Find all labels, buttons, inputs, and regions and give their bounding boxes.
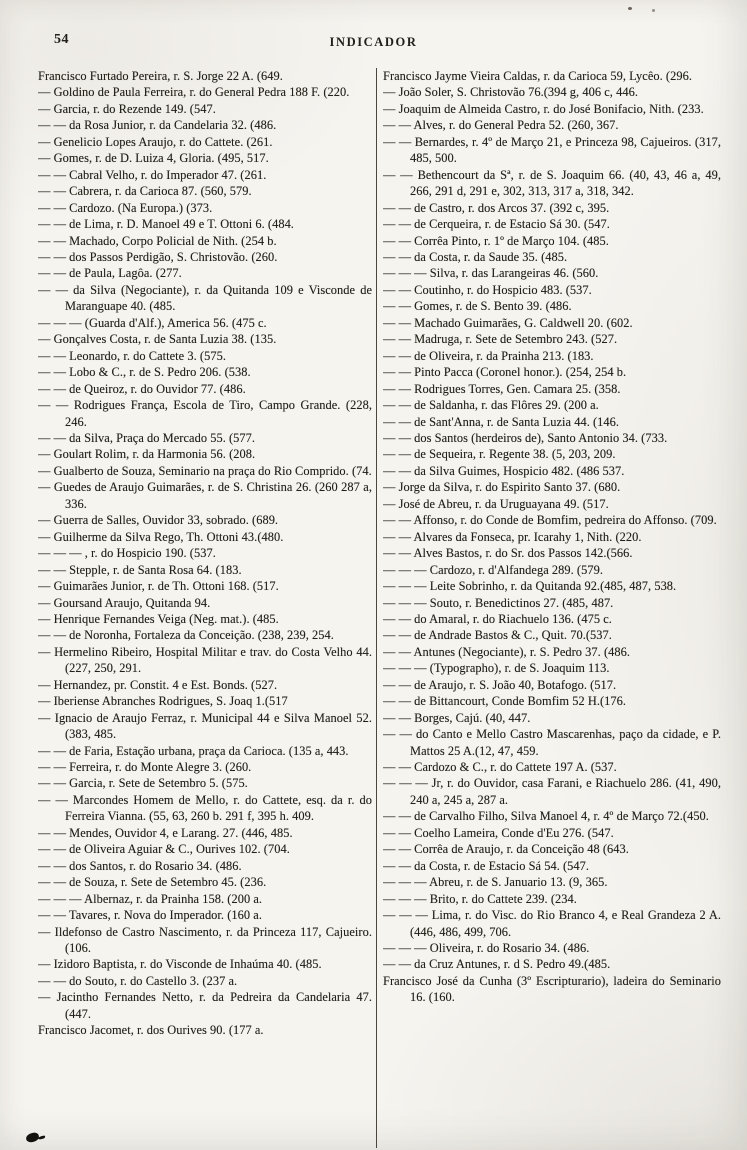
directory-entry: — Hernandez, pr. Constit. 4 e Est. Bonds. (527. (38, 677, 278, 692)
directory-entry: — — de Lima, r. D. Manoel 49 e T. Ottoni 6. (484. (38, 217, 294, 232)
directory-entry: — — do Souto, r. do Castello 3. (237 a. (38, 973, 238, 988)
directory-entry: — — Alves, r. do General Pedra 52. (260, 367. (383, 118, 619, 133)
directory-entry: — — — Cardozo, r. d'Alfandega 289. (579. (383, 562, 603, 577)
directory-entry: — — da Cruz Antunes, r. d S. Pedro 49.(485. (383, 957, 611, 972)
directory-entry: — — — Brito, r. do Cattete 239. (234. (383, 891, 577, 906)
directory-entry: — — de Saldanha, r. das Flôres 29. (200 a. (383, 398, 599, 413)
directory-entry: — — de Castro, r. dos Arcos 37. (392 c, 395. (383, 200, 610, 215)
directory-entry: — — dos Santos (herdeiros de), Santo Antonio 34. (733. (383, 430, 668, 445)
directory-entry: — — de Sequeira, r. Regente 38. (5, 203, 209. (383, 447, 616, 462)
directory-entry: — — de Noronha, Fortaleza da Conceição. (238, 239, 254. (38, 628, 334, 643)
directory-entry: — — Garcia, r. Sete de Setembro 5. (575. (38, 776, 248, 791)
directory-entry: — Jorge da Silva, r. do Espirito Santo 37. (680. (383, 480, 621, 495)
directory-entry: — — da Costa, r. de Estacio Sá 54. (547. (383, 858, 590, 873)
directory-entry: — — Coutinho, r. do Hospicio 483. (537. (383, 282, 592, 297)
column-divider-rule (376, 68, 377, 1148)
directory-entry: — — — , r. do Hospicio 190. (537. (38, 546, 216, 561)
directory-entry: — — Gomes, r. de S. Bento 39. (486. (383, 299, 572, 314)
directory-entry: — — de Oliveira Aguiar & C., Ourives 102. (704. (38, 842, 290, 857)
directory-entry: — — — Abreu, r. de S. Januario 13. (9, 365. (383, 875, 608, 890)
directory-entry: — — Mendes, Ouvidor 4, e Larang. 27. (446, 485. (38, 825, 293, 840)
directory-entry: — — Leonardo, r. do Cattete 3. (575. (38, 348, 226, 363)
directory-entry: — — — Silva, r. das Larangeiras 46. (560. (383, 266, 599, 281)
directory-entry: — — da Silva, Praça do Mercado 55. (577. (38, 430, 256, 445)
directory-entry: — — Alves Bastos, r. do Sr. dos Passos 142.(566. (383, 546, 633, 561)
directory-entry: — João Soler, S. Christovão 76.(394 g, 406 c, 446. (383, 85, 638, 100)
directory-entry: — Ignacio de Araujo Ferraz, r. Municipal 44 e Silva Manoel 52. (383, 485. (38, 710, 372, 742)
directory-entry: — — Ferreira, r. do Monte Alegre 3. (260. (38, 760, 252, 775)
directory-entry: — — da Silva Guimes, Hospicio 482. (486 537. (383, 463, 625, 478)
directory-entry: — — dos Passos Perdigão, S. Christovão. (260. (38, 249, 278, 264)
directory-entry: — — de Faria, Estação urbana, praça da Carioca. (135 a, 443. (38, 743, 349, 758)
directory-entry: — Gualberto de Souza, Seminario na praça do Rio Comprido. (74. (38, 463, 372, 478)
ink-speck (628, 7, 632, 10)
directory-entry: — — Stepple, r. de Santa Rosa 64. (183. (38, 562, 242, 577)
directory-entry: — Genelicio Lopes Araujo, r. do Cattete. (261. (38, 134, 273, 149)
directory-entry: — — Affonso, r. do Conde de Bomfim, pedreira do Affonso. (709. (383, 513, 717, 528)
directory-entry: — — de Souza, r. Sete de Setembro 45. (236. (38, 875, 267, 890)
directory-entry: — — Cardozo & C., r. do Cattete 197 A. (537. (383, 760, 617, 775)
directory-entry: — — de Carvalho Filho, Silva Manoel 4, r. 4º de Março 72.(450. (383, 809, 709, 824)
directory-entry: — — de Sant'Anna, r. de Santa Luzia 44. (146. (383, 414, 620, 429)
directory-entry: — — Bethencourt da Sª, r. de S. Joaquim 66. (40, 43, 46 a, 49, 266, 291 d, 291 e, 302, 313, 317 a, 318, 342. (383, 167, 721, 199)
directory-entry: Francisco José da Cunha (3º Escripturario), ladeira do Seminario 16. (160. (383, 973, 721, 1005)
directory-entry: — Hermelino Ribeiro, Hospital Militar e trav. do Costa Velho 44. (227, 250, 291. (38, 644, 372, 676)
directory-entry: — — do Canto e Mello Castro Mascarenhas, paço da cidade, e P. Mattos 25 A.(12, 47, 459. (383, 727, 721, 758)
left-column (38, 68, 372, 1148)
directory-entry: — — — Souto, r. Benedictinos 27. (485, 487. (383, 595, 614, 610)
directory-entry: — — de Araujo, r. S. João 40, Botafogo. (517. (383, 677, 617, 692)
directory-entry: — Henrique Fernandes Veiga (Neg. mat.). (485. (38, 611, 279, 626)
directory-entry: — — Cardozo. (Na Europa.) (373. (38, 200, 213, 215)
directory-entry: Francisco Jacomet, r. dos Ourives 90. (177 a. (38, 1023, 264, 1038)
directory-entry: — — de Andrade Bastos & C., Quit. 70.(537. (383, 628, 612, 643)
directory-entry: — — de Cerqueira, r. de Estacio Sá 30. (547. (383, 217, 610, 232)
directory-entry: — Gomes, r. de D. Luiza 4, Gloria. (495, 517. (38, 151, 269, 166)
directory-entry: — Gonçalves Costa, r. de Santa Luzia 38. (135. (38, 332, 277, 347)
directory-entry: — — Alvares da Fonseca, pr. Icarahy 1, Nith. (220. (383, 529, 642, 544)
directory-entry: — Joaquim de Almeida Castro, r. do José Bonifacio, Nith. (233. (383, 101, 704, 116)
directory-entry: — — — Leite Sobrinho, r. da Quitanda 92.(485, 487, 538. (383, 579, 677, 594)
directory-entry: — Iberiense Abranches Rodrigues, S. Joaq 1.(517 (38, 694, 288, 709)
directory-entry: — — — (Typographo), r. de S. Joaquim 113. (383, 661, 610, 676)
directory-entry: — — de Oliveira, r. da Prainha 213. (183. (383, 348, 594, 363)
directory-entry: — Ildefonso de Castro Nascimento, r. da Princeza 117, Cajueiro. (106. (38, 924, 372, 956)
two-column-body (38, 68, 721, 1148)
directory-entry: — — Machado, Corpo Policial de Nith. (254 b. (38, 233, 277, 248)
directory-entry: — — — (Guarda d'Alf.), America 56. (475 c. (38, 315, 267, 330)
directory-entry: — — de Bittancourt, Conde Bomfim 52 H.(176. (383, 694, 627, 709)
directory-entry: — — — Oliveira, r. do Rosario 34. (486. (383, 941, 590, 956)
directory-entry: — — de Paula, Lagôa. (277. (38, 266, 182, 281)
directory-entry: — Guedes de Araujo Guimarães, r. de S. Christina 26. (260 287 a, 336. (38, 480, 372, 511)
directory-entry: — — Corrêa Pinto, r. 1º de Março 104. (485. (383, 233, 609, 248)
directory-entry: — — Tavares, r. Nova do Imperador. (160 a. (38, 908, 262, 923)
directory-entry: — Guilherme da Silva Rego, Th. Ottoni 43.(480. (38, 529, 284, 544)
directory-entry: — — Rodrigues França, Escola de Tiro, Campo Grande. (228, 246. (38, 398, 372, 429)
directory-entry: — Jacintho Fernandes Netto, r. da Pedreira da Candelaria 47. (447. (38, 990, 372, 1021)
directory-entry: — — — Lima, r. do Visc. do Rio Branco 4, e Real Grandeza 2 A. (446, 486, 499, 706. (383, 908, 721, 939)
directory-entry: — Guerra de Salles, Ouvidor 33, sobrado. (689. (38, 513, 279, 528)
directory-entry: — Garcia, r. do Rezende 149. (547. (38, 101, 216, 116)
directory-entry: — — Rodrigues Torres, Gen. Camara 25. (358. (383, 381, 621, 396)
directory-entry: — — Lobo & C., r. de S. Pedro 206. (538. (38, 365, 251, 380)
directory-entry: — — Pinto Pacca (Coronel honor.). (254, 254 b. (383, 365, 627, 380)
directory-entry: — — Madruga, r. Sete de Setembro 243. (527. (383, 332, 618, 347)
page-number: 54 (54, 32, 69, 47)
directory-entry: — — do Amaral, r. do Riachuelo 136. (475 c. (383, 611, 612, 626)
directory-entry: — — Corrêa de Araujo, r. da Conceição 48 (643. (383, 842, 629, 857)
ink-speck (652, 9, 655, 12)
directory-entry: — — Machado Guimarães, G. Caldwell 20. (602. (383, 315, 633, 330)
directory-entry: — — de Queiroz, r. do Ouvidor 77. (486. (38, 381, 246, 396)
directory-entry: — Goldino de Paula Ferreira, r. do General Pedra 188 F. (220. (38, 85, 350, 100)
directory-entry: — Guimarães Junior, r. de Th. Ottoni 168. (517. (38, 579, 279, 594)
directory-entry: Francisco Furtado Pereira, r. S. Jorge 22 A. (649. (38, 69, 283, 83)
directory-entry: — Goursand Araujo, Quitanda 94. (38, 595, 211, 610)
directory-entry: — — da Silva (Negociante), r. da Quitanda 109 e Visconde de Maranguape 40. (485. (38, 282, 372, 314)
directory-entry: — — Cabrera, r. da Carioca 87. (560, 579. (38, 184, 252, 199)
directory-entry: — — Antunes (Negociante), r. S. Pedro 37. (486. (383, 644, 631, 659)
directory-entry: — — Coelho Lameira, Conde d'Eu 276. (547. (383, 825, 614, 840)
directory-entry: — Goulart Rolim, r. da Harmonia 56. (208. (38, 447, 256, 462)
directory-entry: — — Cabral Velho, r. do Imperador 47. (261. (38, 167, 267, 182)
directory-entry: — — da Rosa Junior, r. da Candelaria 32. (486. (38, 118, 277, 133)
directory-entry: — José de Abreu, r. da Uruguayana 49. (517. (383, 496, 609, 511)
directory-entry: — — dos Santos, r. do Rosario 34. (486. (38, 858, 242, 873)
directory-entry: — — Borges, Cajú. (40, 447. (383, 710, 531, 725)
directory-entry: — — — Albernaz, r. da Prainha 158. (200 a. (38, 891, 263, 906)
directory-entry: — — da Costa, r. da Saude 35. (485. (383, 249, 568, 264)
right-column (383, 68, 721, 1148)
directory-entry: Francisco Jayme Vieira Caldas, r. da Carioca 59, Lycêo. (296. (383, 69, 692, 83)
directory-entry: — Izidoro Baptista, r. do Visconde de Inhaúma 40. (485. (38, 957, 322, 972)
directory-entry: — — — Jr, r. do Ouvidor, casa Farani, e Riachuelo 286. (41, 490, 240 a, 245 a, 287 a. (383, 776, 721, 807)
directory-entry: — — Bernardes, r. 4º de Março 21, e Princeza 98, Cajueiros. (317, 485, 500. (383, 134, 721, 166)
directory-entry: — — Marcondes Homem de Mello, r. do Cattete, esq. da r. do Ferreira Vianna. (55, 63, 260 b. 291 f, 395 h. 409. (38, 792, 372, 824)
running-title: INDICADOR (329, 35, 418, 49)
